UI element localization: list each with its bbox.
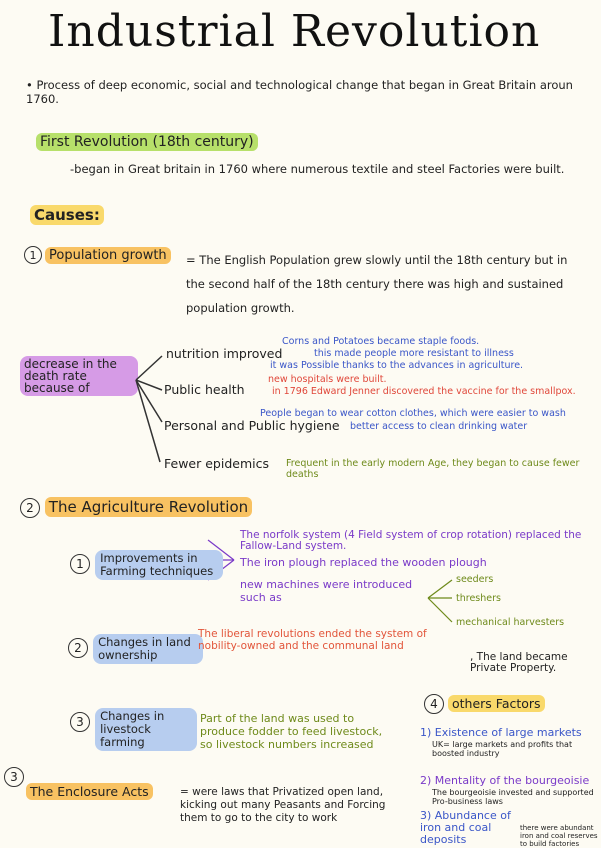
epidemics-note: Frequent in the early modern Age, they began to cause fewer deaths	[286, 458, 580, 480]
hygiene-label: Personal and Public hygiene	[164, 418, 340, 433]
health-note-1: new hospitals were built.	[268, 374, 387, 385]
nutrition-note-1: Corns and Potatoes became staple foods.	[282, 336, 480, 347]
machine-threshers: threshers	[456, 593, 501, 604]
population-text: = The English Population grew slowly until the 18th century but in the second half of the 18th century there was high and sustained population growth.	[186, 253, 568, 315]
health-note-2: in 1796 Edward Jenner discovered the vaccine for the smallpox.	[272, 386, 576, 397]
land-text: The liberal revolutions ended the system of nobility-owned and the communal land	[198, 628, 427, 652]
nutrition-note-2: this made people more resistant to illness	[314, 348, 514, 359]
other-factor-1: 1) Existence of large markets	[420, 726, 582, 739]
enclosure-number: 3	[4, 766, 24, 787]
first-revolution-text: -began in Great britain in 1760 where numerous textile and steel Factories were built.	[70, 162, 565, 176]
intro-text: • Process of deep economic, social and technological change that began in Great Britain aroun 1760.	[26, 78, 573, 106]
other-factor-2: 2) Mentality of the bourgeoisie	[420, 774, 590, 787]
livestock-block: 3 Changes in livestock farming	[70, 708, 197, 751]
other-factor-3-note: there were abundant iron and coal reserves to build factories	[520, 824, 598, 848]
hygiene-note-2: better access to clean drinking water	[350, 421, 528, 432]
land-block: 2 Changes in land ownership	[68, 634, 203, 664]
first-revolution-heading: First Revolution (18th century)	[36, 134, 258, 150]
hygiene-note-1: People began to wear cotton clothes, which were easier to wash	[260, 408, 566, 419]
livestock-text: Part of the land was used to produce fodder to feed livestock, so livestock numbers increased	[200, 712, 383, 751]
nutrition-label: nutrition improved	[166, 346, 283, 361]
agri-heading: 2 The Agriculture Revolution	[20, 498, 252, 518]
other-factor-3: 3) Abundance of iron and coal deposits	[420, 809, 511, 846]
machine-harvesters: mechanical harvesters	[456, 617, 565, 628]
enclosure-label: The Enclosure Acts	[26, 784, 153, 799]
death-rate-label: decrease in the death rate because of	[20, 356, 138, 396]
others-heading: 4 others Factors	[424, 694, 545, 714]
improvement-item-3: new machines were introduced such as	[240, 578, 413, 604]
page-title: Industrial Revolution	[48, 6, 541, 57]
nutrition-note-3: it was Possible thanks to the advances in agriculture.	[270, 360, 524, 371]
enclosure-text: = were laws that Privatized open land, kicking out many Peasants and Forcing them to go to the city to work	[180, 786, 386, 824]
other-factor-1-note: UK= large markets and profits that boosted industry	[432, 740, 573, 758]
causes-label: Causes:	[30, 206, 104, 224]
machine-seeders: seeders	[456, 574, 494, 585]
improvement-item-1: The norfolk system (4 Field system of crop rotation) replaced the Fallow-Land system.	[240, 529, 582, 552]
epidemics-label: Fewer epidemics	[164, 456, 269, 471]
land-result: , The land became Private Property.	[470, 651, 568, 674]
population-heading: 1 Population growth	[24, 246, 171, 264]
improvements-block: 1 Improvements in Farming techniques	[70, 550, 223, 580]
improvement-item-2: The iron plough replaced the wooden plough	[240, 556, 487, 569]
other-factor-2-note: The bourgeoisie invested and supported Pro-business laws	[432, 788, 594, 806]
health-label: Public health	[164, 382, 245, 397]
